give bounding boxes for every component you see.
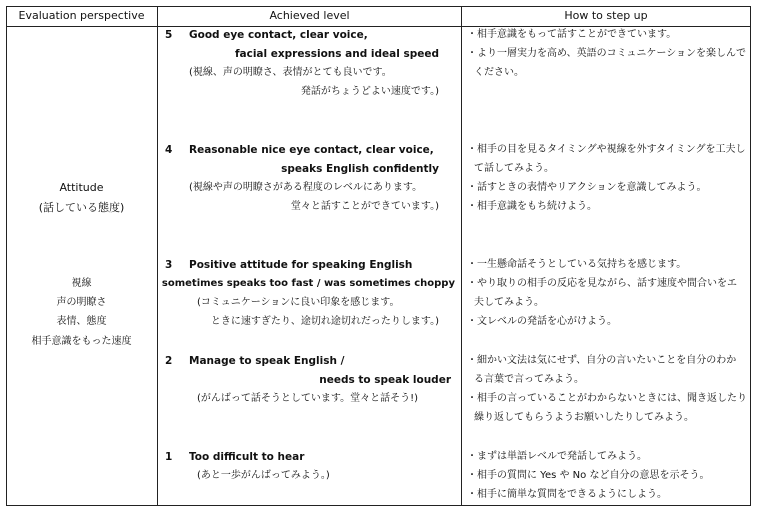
tip-line: ・話すときの表情やリアクションを意識してみよう。 xyxy=(467,182,707,193)
tip-line: 繰り返してもらうようお願いしたりしてみよう。 xyxy=(474,412,694,423)
level-5-jp1: (視線、声の明瞭さ、表情がとても良いです。 xyxy=(189,67,392,78)
tip-line: ください。 xyxy=(474,67,524,78)
perspective-item: 声の明瞭さ xyxy=(56,297,107,308)
tip-line: ・相手の質問に Yes や No など自分の意思を示そう。 xyxy=(467,470,710,481)
tip-line: る言葉で言ってみよう。 xyxy=(474,374,584,385)
level-3-number: 3 xyxy=(165,259,173,271)
level-3-jp1: (コミュニケーションに良い印象を感じます。 xyxy=(197,297,400,308)
level-2-line2: needs to speak louder xyxy=(319,374,451,386)
level-2-number: 2 xyxy=(165,355,173,367)
perspective-item: 表情、態度 xyxy=(56,316,107,327)
perspective-title: Attitude xyxy=(59,181,104,194)
table-border-bottom xyxy=(6,505,751,506)
level-2-jp1: (がんばって話そうとしています。堂々と話そう!) xyxy=(197,393,419,404)
header-achieved-level: Achieved level xyxy=(269,9,350,22)
table-border-right xyxy=(750,6,751,506)
tip-line: ・相手に簡単な質問をできるようにしよう。 xyxy=(467,489,667,500)
level-4-jp1: (視線や声の明瞭さがある程度のレベルにあります。 xyxy=(189,182,423,193)
tip-line: ・一生懸命話そうとしている気持ちを感じます。 xyxy=(467,259,687,270)
header-how-to-step-up: How to step up xyxy=(564,9,648,22)
perspective-item: 視線 xyxy=(71,278,92,289)
level-4-jp2: 堂々と話すことができています。) xyxy=(290,201,439,212)
tip-line: ・やり取りの相手の反応を見ながら、話す速度や間合いをエ xyxy=(467,278,737,289)
tip-line: ・より一層実力を高め、英語のコミュニケーションを楽しんで xyxy=(467,48,746,59)
tip-line: ・相手意識をもち続けよう。 xyxy=(467,201,597,212)
evaluation-rubric-table xyxy=(6,6,751,506)
level-1-number: 1 xyxy=(165,451,173,463)
header-divider xyxy=(6,26,751,27)
tip-line: ・相手の目を見るタイミングや視線を外すタイミングを工夫し xyxy=(467,144,746,155)
level-5-line1: Good eye contact, clear voice, xyxy=(189,29,368,41)
perspective-title-jp: (話している態度) xyxy=(38,201,125,214)
tip-line: て話してみよう。 xyxy=(474,163,554,174)
tip-line: ・相手の言っていることがわからないときには、聞き返したり xyxy=(467,393,747,404)
level-3-jp2: ときに速すぎたり、途切れ途切れだったりします。) xyxy=(210,316,439,327)
level-4-line1: Reasonable nice eye contact, clear voice, xyxy=(189,144,434,156)
column-divider-1 xyxy=(157,6,158,506)
level-4-number: 4 xyxy=(165,144,173,156)
perspective-item: 相手意識をもった速度 xyxy=(31,336,132,347)
level-5-line2: facial expressions and ideal speed xyxy=(234,48,439,60)
column-divider-2 xyxy=(461,6,462,506)
tip-line: ・文レベルの発話を心がけよう。 xyxy=(467,316,617,327)
tip-line: ・まずは単語レベルで発話してみよう。 xyxy=(467,451,647,462)
tip-line: ・相手意識をもって話すことができています。 xyxy=(467,29,677,40)
level-5-number: 5 xyxy=(165,29,173,41)
tip-line: ・細かい文法は気にせず、自分の言いたいことを自分のわか xyxy=(467,355,737,366)
header-evaluation-perspective: Evaluation perspective xyxy=(18,9,145,22)
level-3-line1: Positive attitude for speaking English xyxy=(189,259,413,271)
level-2-line1: Manage to speak English / xyxy=(189,355,345,367)
table-border-left xyxy=(6,6,7,506)
tip-line: 夫してみよう。 xyxy=(474,297,544,308)
level-3-line2: sometimes speaks too fast / was sometimes choppy xyxy=(161,278,455,289)
level-4-line2: speaks English confidently xyxy=(281,163,439,175)
level-5-jp2: 発話がちょうどよい速度です。) xyxy=(300,86,439,97)
level-1-jp1: (あと一歩がんばってみよう。) xyxy=(197,470,330,481)
level-1-line1: Too difficult to hear xyxy=(189,451,305,463)
